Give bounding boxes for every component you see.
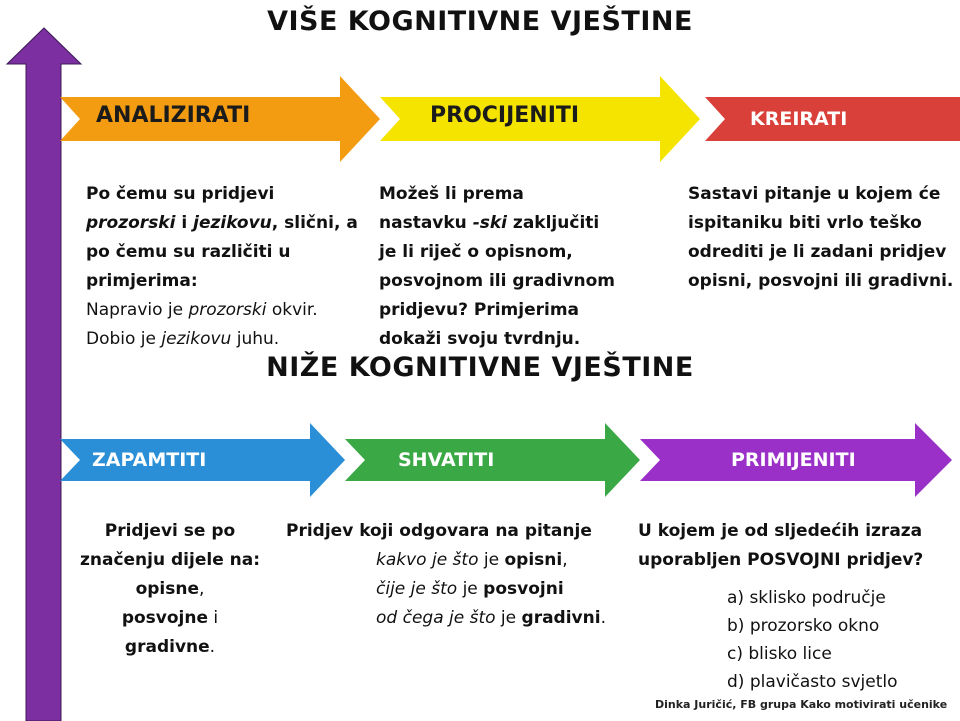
text-similar: , slični, a: [271, 213, 358, 233]
period-2: .: [600, 608, 606, 628]
text-analizirati: [86, 180, 376, 354]
suffix-ski: -ski: [472, 213, 508, 233]
shvatiti-line-3: [286, 575, 626, 604]
shvatiti-line-1: Pridjev koji odgovara na pitanje: [286, 521, 592, 541]
analizirati-line-1: Po čemu su pridjevi: [86, 184, 275, 204]
word-posvojne: posvojne: [121, 608, 209, 628]
word-opisne: opisne: [135, 579, 200, 599]
heading-lower-skills: NIŽE KOGNITIVNE VJEŠTINE: [266, 352, 694, 383]
procijeniti-line-4: posvojnom ili gradivnom: [379, 271, 615, 291]
q-od-cega: od čega je što: [376, 608, 496, 628]
shvatiti-line-2: [286, 546, 626, 575]
procijeniti-line-1: Možeš li prema: [379, 184, 524, 204]
ex1-b: prozorski: [188, 300, 267, 320]
q-kakvo: kakvo je što: [376, 550, 479, 570]
kreirati-line-4: opisni, posvojni ili gradivni.: [688, 271, 954, 291]
analizirati-line-4: primjerima:: [86, 271, 198, 291]
ex1-a: Napravio je: [86, 300, 189, 320]
procijeniti-line-2: [379, 209, 679, 238]
ex1-c: okvir.: [266, 300, 318, 320]
answer-options: [727, 584, 898, 696]
label-analizirati: ANALIZIRATI: [96, 103, 251, 128]
label-zapamtiti: ZAPAMTITI: [92, 449, 207, 471]
text-procijeniti: [379, 180, 679, 354]
procijeniti-line-6: dokaži svoju tvrdnju.: [379, 329, 581, 349]
word-opisni: opisni: [504, 550, 563, 570]
option-b: b) prozorsko okno: [727, 616, 880, 636]
label-shvatiti: SHVATITI: [398, 449, 495, 471]
text-primijeniti: [638, 517, 958, 575]
text-kreirati: [688, 180, 958, 296]
je-2: je: [457, 579, 484, 599]
word-jezikovu: jezikovu: [193, 213, 272, 233]
zapamtiti-line-2: značenju dijele na:: [79, 550, 261, 570]
proc-l2-a: nastavku: [379, 213, 473, 233]
word-gradivni: gradivni: [521, 608, 601, 628]
analizirati-line-3: po čemu su različiti u: [86, 242, 291, 262]
option-a: a) sklisko područje: [727, 588, 886, 608]
option-c: c) blisko lice: [727, 644, 832, 664]
ex2-c: juhu.: [231, 329, 280, 349]
label-primijeniti: PRIMIJENITI: [731, 449, 856, 471]
primijeniti-line-1: U kojem je od sljedećih izraza: [638, 521, 923, 541]
zapamtiti-line-4: [70, 604, 270, 633]
ex2-b: jezikovu: [161, 329, 232, 349]
word-and: i: [208, 608, 219, 628]
word-posvojni: posvojni: [483, 579, 564, 599]
heading-higher-skills: VIŠE KOGNITIVNE VJEŠTINE: [267, 6, 693, 37]
procijeniti-line-3: je li riječ o opisnom,: [379, 242, 573, 262]
primijeniti-line-2: uporabljen POSVOJNI pridjev?: [638, 550, 924, 570]
period: .: [209, 637, 216, 657]
option-d: d) plavičasto svjetlo: [727, 672, 898, 692]
kreirati-line-3: odrediti je li zadani pridjev: [688, 242, 947, 262]
analizirati-example-1: [86, 296, 376, 325]
kreirati-line-2: ispitaniku biti vrlo teško: [688, 213, 922, 233]
je-3: je: [495, 608, 522, 628]
analizirati-example-2: [86, 325, 376, 354]
comma: ,: [199, 579, 205, 599]
zapamtiti-line-1: Pridjevi se po: [104, 521, 236, 541]
shvatiti-line-4: [286, 604, 626, 633]
ex2-a: Dobio je: [86, 329, 162, 349]
author-credit: Dinka Juričić, FB grupa Kako motivirati učenike: [655, 698, 948, 711]
zapamtiti-line-3: [70, 575, 270, 604]
word-gradivne: gradivne: [124, 637, 210, 657]
analizirati-line-2: [86, 209, 376, 238]
comma-2: ,: [562, 550, 568, 570]
label-kreirati: KREIRATI: [750, 108, 848, 130]
q-cije: čije je što: [376, 579, 458, 599]
text-shvatiti: [286, 517, 626, 633]
zapamtiti-line-5: [70, 633, 270, 662]
proc-l2-c: zaključiti: [507, 213, 600, 233]
je-1: je: [478, 550, 505, 570]
text-zapamtiti: [70, 517, 270, 662]
word-prozorski: prozorski: [86, 213, 176, 233]
label-procijeniti: PROCIJENITI: [430, 103, 580, 128]
procijeniti-line-5: pridjevu? Primjerima: [379, 300, 580, 320]
text-and: i: [175, 213, 194, 233]
kreirati-line-1: Sastavi pitanje u kojem će: [688, 184, 941, 204]
